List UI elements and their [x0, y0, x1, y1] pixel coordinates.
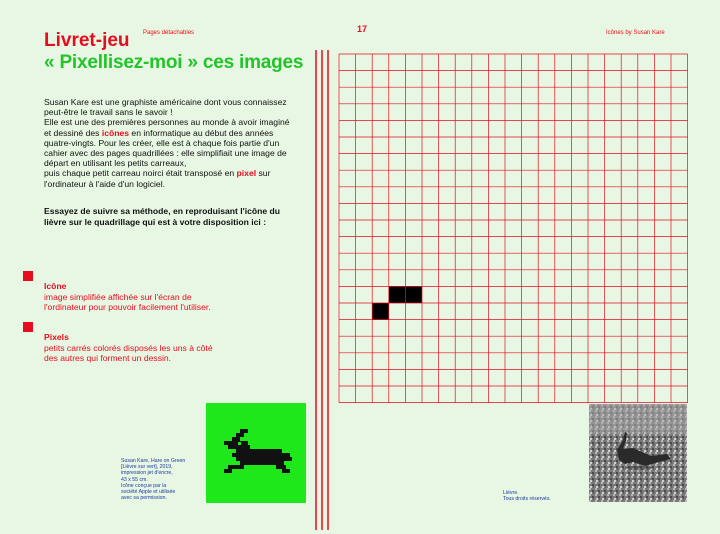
- intro-paragraph-1: Susan Kare est une graphiste américaine dont vous connaissez peut-être le travail sans le savoir !: [44, 97, 287, 118]
- caption-line: 43 x 55 cm.: [121, 476, 148, 483]
- caption-line: Tous droits réservés.: [503, 496, 551, 503]
- glossary-item-icone: [44, 281, 214, 313]
- header-section-label: Pages détachables: [143, 30, 195, 36]
- intro-p2-start: Elle est une des premières personnes au monde à avoir imaginé et dessiné des: [44, 117, 290, 138]
- filled-pixel-cell[interactable]: [389, 286, 406, 303]
- caption-line: impression jet d'encre,: [121, 470, 173, 477]
- intro-p3-end: sur l'ordinateur à l'aide d'un logiciel.: [44, 168, 271, 189]
- filled-pixel-cell[interactable]: [372, 303, 389, 320]
- glossary-term: Pixels: [44, 332, 69, 342]
- glossary-definition: image simplifiée affichée sur l'écran de l'ordinateur pour pouvoir facilement l'utiliser.: [44, 291, 211, 313]
- filled-pixel-cell[interactable]: [405, 286, 422, 303]
- artwork-caption: [121, 458, 205, 501]
- rabbit-icon: [206, 403, 306, 503]
- term-icones: icônes: [101, 127, 130, 138]
- intro-text: [44, 97, 294, 189]
- intro-p3-start: puis chaque petit carreau noirci était transposé en: [44, 168, 237, 179]
- hare-on-green-artwork: [206, 403, 306, 503]
- caption-line: [Lièvre sur vert], 2019,: [121, 464, 173, 471]
- glossary-bullet-icone: [23, 271, 33, 281]
- glossary-item-pixels: [44, 332, 214, 364]
- hare-photo: [589, 404, 687, 502]
- glossary-bullet-pixels: [23, 322, 33, 332]
- intro-p2-end: en informatique au début des années quatre-vingts. Pour les créer, elle est à chaque fois partie d'un cahier avec des pages quadrillées : elle simplifiait une image de départ en utilisant les petits carreaux,: [44, 127, 287, 169]
- header-right-label: Icônes by Susan Kare: [606, 30, 665, 36]
- term-pixel: pixel: [236, 168, 257, 179]
- intro-paragraph-2: [44, 117, 294, 168]
- caption-line: Lièvre.: [503, 490, 519, 496]
- intro-paragraph-3: [44, 168, 294, 188]
- page-title: Livret-jeu: [44, 30, 130, 51]
- drawing-grid[interactable]: [338, 53, 689, 404]
- instructions-text: Essayez de suivre sa méthode, en reproduisant l'icône du lièvre sur le quadrillage qui est à votre disposition ici :: [44, 206, 281, 227]
- page-subtitle: « Pixellisez-moi » ces images: [44, 52, 304, 73]
- glossary-term: Icône: [44, 281, 67, 291]
- caption-line: Susan Kare, Hare on Green: [121, 458, 186, 464]
- page-divider-lines: [314, 50, 330, 530]
- glossary-definition: petits carrés colorés disposés les uns à côté des autres qui forment un dessin.: [44, 342, 213, 364]
- caption-line: Icône conçue par la: [121, 482, 167, 489]
- caption-line: société Apple et utilisée: [121, 489, 176, 496]
- page-number: 17: [357, 24, 368, 34]
- photo-caption: [503, 490, 583, 502]
- caption-line: avec sa permission.: [121, 495, 167, 502]
